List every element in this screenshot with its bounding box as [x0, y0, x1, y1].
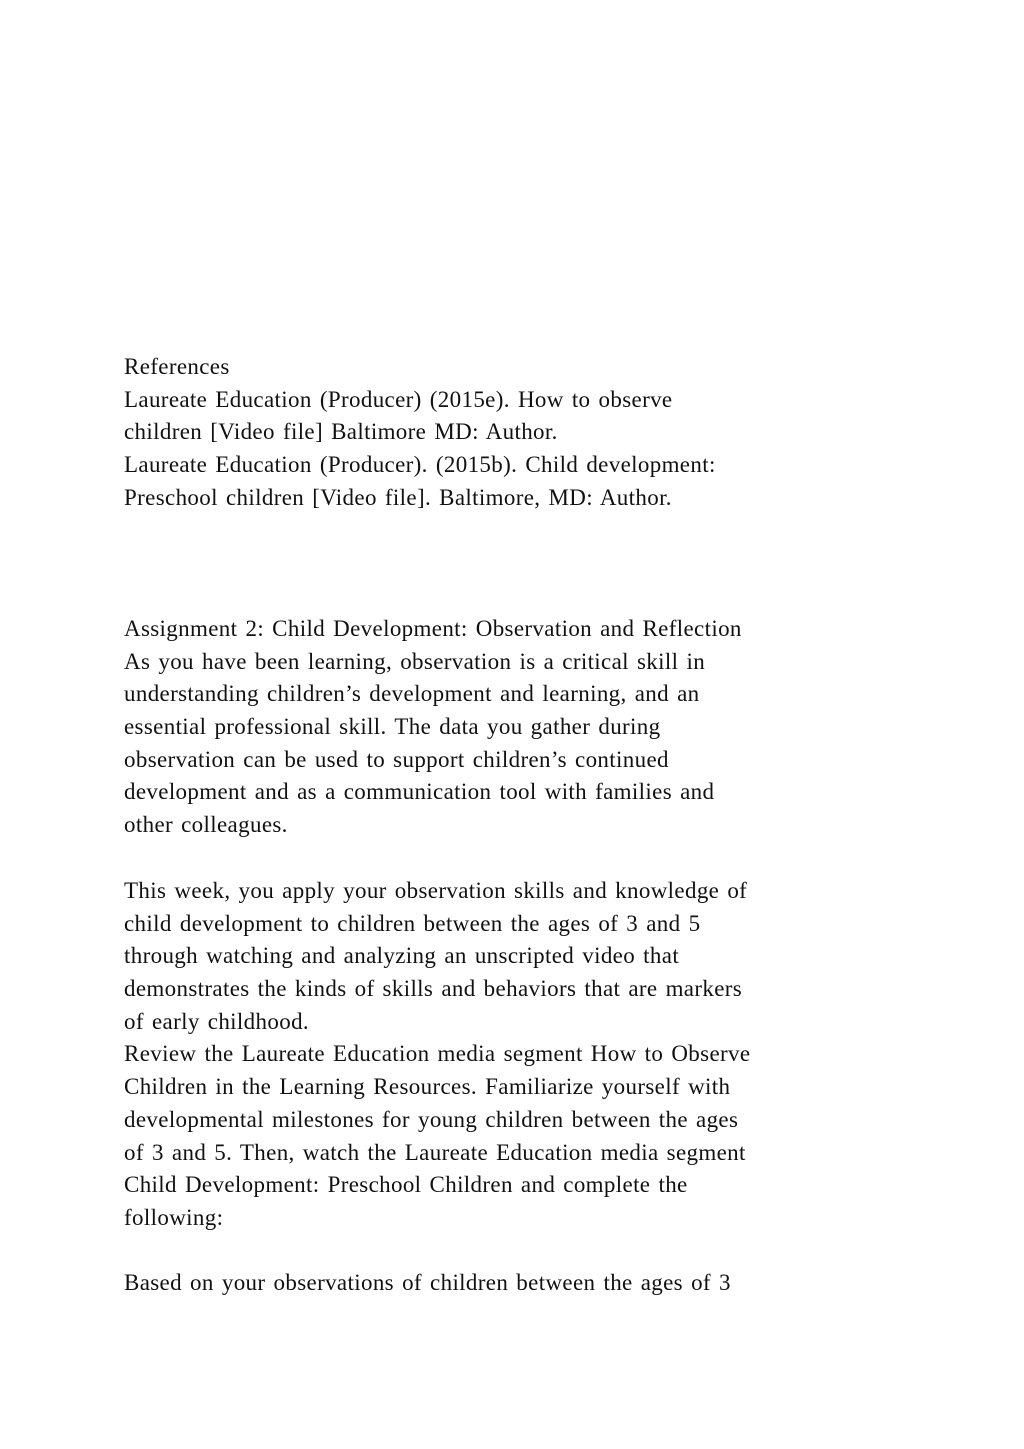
- paragraph-line: Child Development: Preschool Children and complete the: [124, 1172, 688, 1198]
- paragraph-line: As you have been learning, observation is a critical skill in: [124, 648, 706, 674]
- paragraph-line: Based on your observations of children between the ages of 3: [124, 1270, 731, 1295]
- paragraph-line: Children in the Learning Resources. Familiarize yourself with: [124, 1074, 731, 1100]
- reference-line: Laureate Education (Producer). (2015b). Child development:: [124, 452, 716, 478]
- reference-line: children [Video file] Baltimore MD: Author.: [124, 419, 558, 445]
- references-heading: References: [124, 354, 230, 379]
- paragraph-line: This week, you apply your observation skills and knowledge of: [124, 878, 748, 903]
- paragraph-line: of early childhood.: [124, 1008, 310, 1034]
- paragraph-line: development and as a communication tool with families and: [124, 779, 715, 805]
- paragraph-line: essential professional skill. The data you gather during: [124, 714, 661, 740]
- paragraph-line: Review the Laureate Education media segment How to Observe: [124, 1041, 751, 1067]
- assignment-title: Assignment 2: Child Development: Observation and Reflection: [124, 616, 742, 641]
- paragraph-line: demonstrates the kinds of skills and behaviors that are markers: [124, 976, 743, 1002]
- paragraph-line: other colleagues.: [124, 812, 288, 838]
- assignment-intro-section: [124, 613, 924, 842]
- paragraph-line: child development to children between the ages of 3 and 5: [124, 910, 701, 936]
- references-section: [124, 351, 924, 514]
- paragraph-line: of 3 and 5. Then, watch the Laureate Education media segment: [124, 1139, 746, 1165]
- paragraph-line: understanding children’s development and learning, and an: [124, 681, 700, 707]
- assignment-instructions-section: [124, 875, 924, 1235]
- assignment-final-section: [124, 1267, 924, 1300]
- reference-line: Preschool children [Video file]. Baltimore, MD: Author.: [124, 484, 672, 510]
- reference-line: Laureate Education (Producer) (2015e). How to observe: [124, 386, 673, 412]
- paragraph-line: observation can be used to support children’s continued: [124, 746, 669, 772]
- paragraph-line: following:: [124, 1204, 224, 1230]
- paragraph-line: through watching and analyzing an unscripted video that: [124, 943, 680, 969]
- paragraph-line: developmental milestones for young children between the ages: [124, 1106, 739, 1132]
